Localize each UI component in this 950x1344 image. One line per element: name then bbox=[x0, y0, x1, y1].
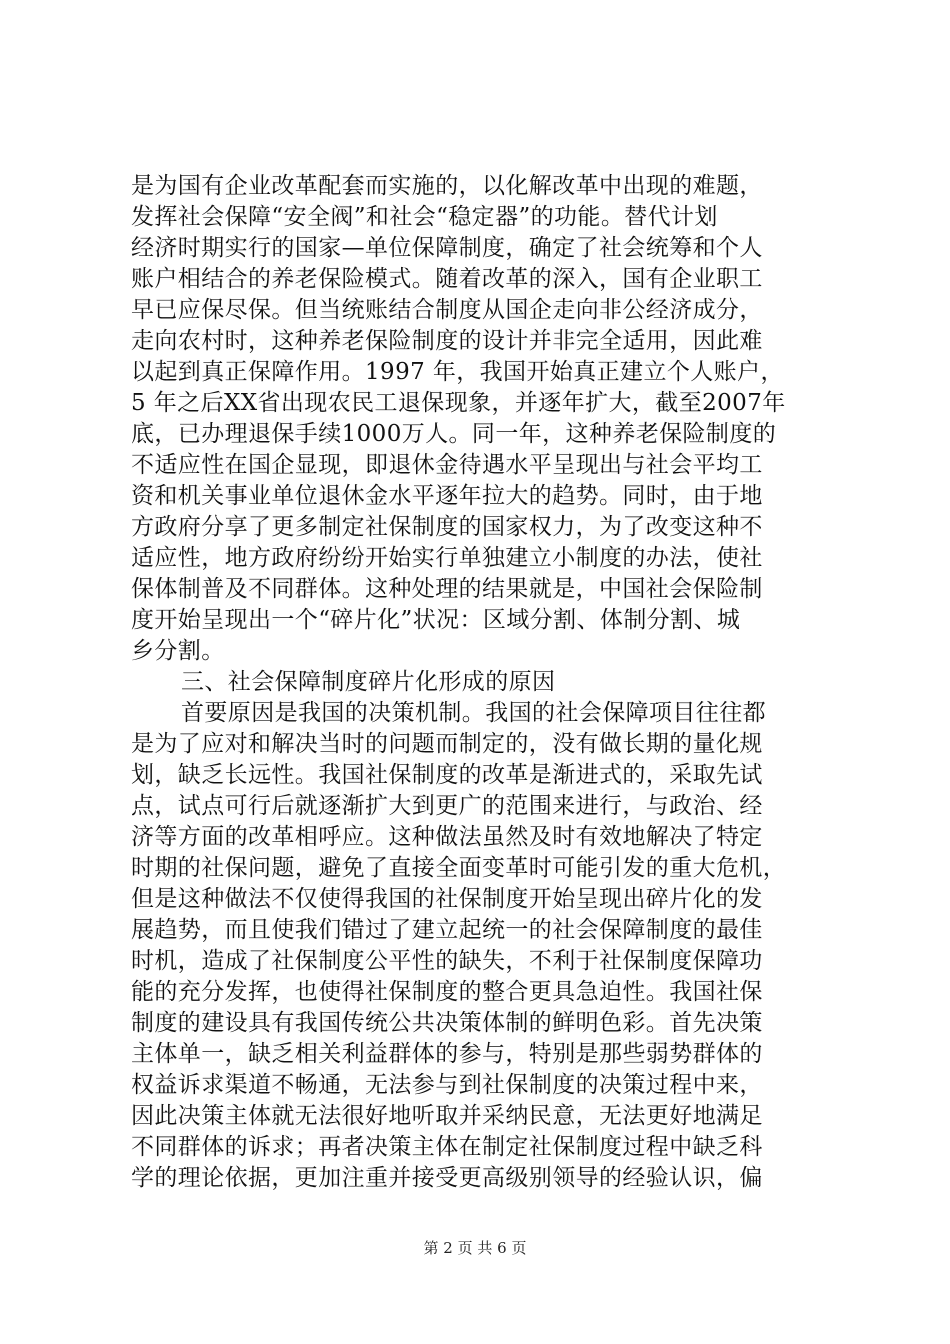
text-line: 5 年之后XX省出现农民工退保现象，并逐年扩大，截至2007年 bbox=[131, 390, 786, 416]
text-line: 展趋势，而且使我们错过了建立起统一的社会保障制度的最佳 bbox=[131, 917, 763, 943]
text-line: 底，已办理退保手续1000万人。同一年，这种养老保险制度的 bbox=[131, 421, 777, 447]
text-line: 学的理论依据，更加注重并接受更高级别领导的经验认识，偏 bbox=[131, 1165, 763, 1191]
text-line: 首要原因是我国的决策机制。我国的社会保障项目往往都 bbox=[181, 700, 766, 726]
text-line: 济等方面的改革相呼应。这种做法虽然及时有效地解决了特定 bbox=[131, 824, 763, 850]
text-line: 因此决策主体就无法很好地听取并采纳民意，无法更好地满足 bbox=[131, 1103, 763, 1129]
text-line: 经济时期实行的国家—单位保障制度，确定了社会统筹和个人 bbox=[131, 235, 763, 261]
text-line: 能的充分发挥，也使得社保制度的整合更具急迫性。我国社保 bbox=[131, 979, 763, 1005]
text-line: 时期的社保问题，避免了直接全面变革时可能引发的重大危机， bbox=[131, 855, 787, 881]
section-heading: 三、社会保障制度碎片化形成的原因 bbox=[181, 669, 556, 695]
text-line: 账户相结合的养老保险模式。随着改革的深入，国有企业职工 bbox=[131, 266, 763, 292]
body-text bbox=[131, 171, 831, 1194]
text-line: 是为了应对和解决当时的问题而制定的，没有做长期的量化规 bbox=[131, 731, 763, 757]
text-line: 但是这种做法不仅使得我国的社保制度开始呈现出碎片化的发 bbox=[131, 886, 763, 912]
text-line: 权益诉求渠道不畅通，无法参与到社保制度的决策过程中来， bbox=[131, 1072, 763, 1098]
text-line: 以起到真正保障作用。1997 年，我国开始真正建立个人账户， bbox=[131, 359, 784, 385]
text-line: 资和机关事业单位退休金水平逐年拉大的趋势。同时，由于地 bbox=[131, 483, 763, 509]
text-line: 点，试点可行后就逐渐扩大到更广的范围来进行，与政治、经 bbox=[131, 793, 763, 819]
text-line: 保体制普及不同群体。这种处理的结果就是，中国社会保险制 bbox=[131, 576, 763, 602]
page-footer bbox=[0, 1238, 950, 1258]
text-line: 早已应保尽保。但当统账结合制度从国企走向非公经济成分， bbox=[131, 297, 763, 323]
text-line: 发挥社会保障“安全阀”和社会“稳定器”的功能。替代计划 bbox=[131, 204, 718, 230]
text-line: 方政府分享了更多制定社保制度的国家权力，为了改变这种不 bbox=[131, 514, 763, 540]
text-line: 不适应性在国企显现，即退休金待遇水平呈现出与社会平均工 bbox=[131, 452, 763, 478]
text-line: 主体单一，缺乏相关利益群体的参与，特别是那些弱势群体的 bbox=[131, 1041, 763, 1067]
page-number: 第 2 页 共 6 页 bbox=[423, 1239, 527, 1257]
text-line: 适应性，地方政府纷纷开始实行单独建立小制度的办法，使社 bbox=[131, 545, 763, 571]
text-line: 走向农村时，这种养老保险制度的设计并非完全适用，因此难 bbox=[131, 328, 763, 354]
text-line: 制度的建设具有我国传统公共决策体制的鲜明色彩。首先决策 bbox=[131, 1010, 763, 1036]
text-line: 时机，造成了社保制度公平性的缺失，不利于社保制度保障功 bbox=[131, 948, 763, 974]
text-line: 度开始呈现出一个“碎片化”状况：区域分割、体制分割、城 bbox=[131, 607, 741, 633]
text-line: 是为国有企业改革配套而实施的，以化解改革中出现的难题， bbox=[131, 173, 763, 199]
text-line: 划，缺乏长远性。我国社保制度的改革是渐进式的，采取先试 bbox=[131, 762, 763, 788]
text-line: 不同群体的诉求；再者决策主体在制定社保制度过程中缺乏科 bbox=[131, 1134, 763, 1160]
text-line: 乡分割。 bbox=[131, 638, 225, 664]
